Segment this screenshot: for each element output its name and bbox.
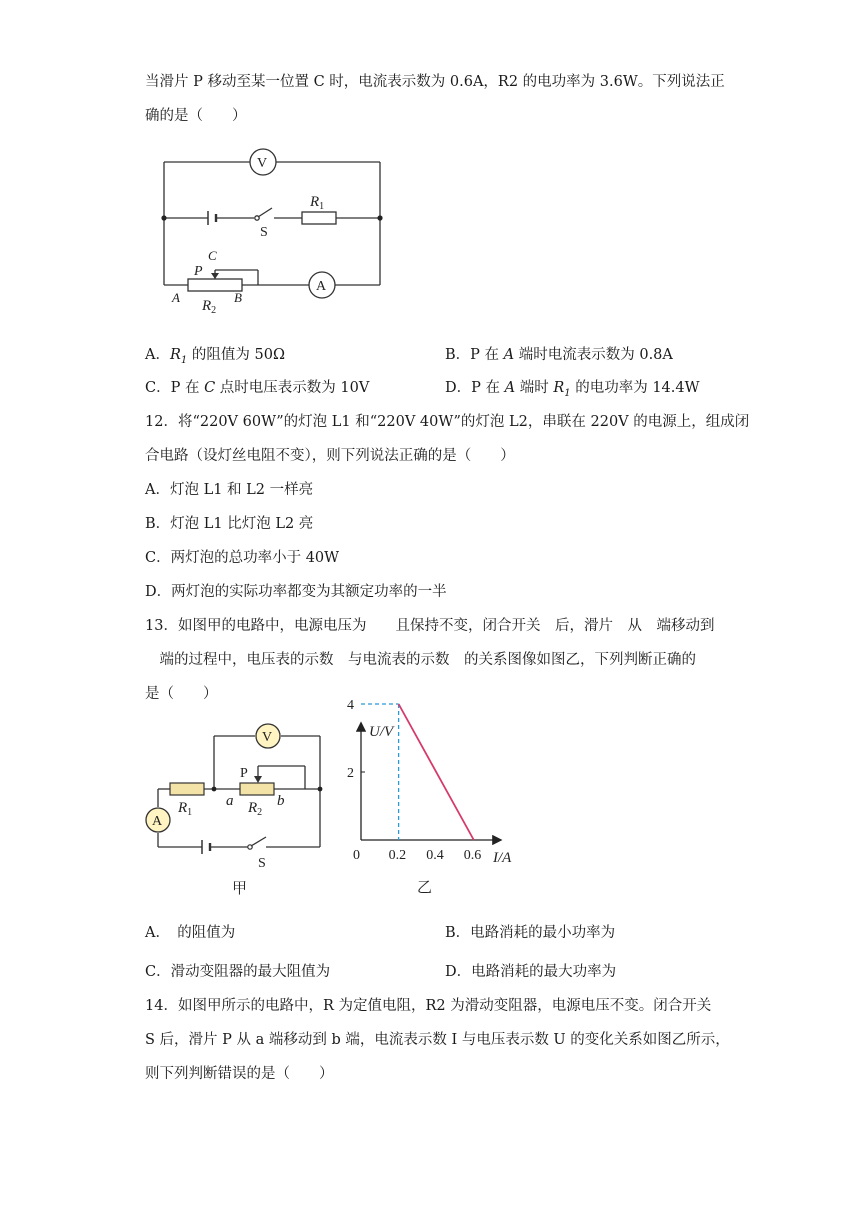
- y-tick-label: 4: [347, 698, 354, 713]
- q12-option-d[interactable]: D．两灯泡的实际功率都变为其额定功率的一半: [145, 584, 447, 600]
- svg-text:P: P: [240, 766, 248, 781]
- y-tick-label: 2: [347, 766, 354, 781]
- q11-option-d[interactable]: D．P 在 A 端时 $R_1$ 的电功率为 14.4W: [445, 380, 700, 399]
- q12-option-b[interactable]: B．灯泡 L1 比灯泡 L2 亮: [145, 516, 314, 532]
- svg-text:V: V: [262, 730, 273, 745]
- x-tick-label: 0.6: [463, 848, 482, 863]
- x-axis-label: I/A: [493, 850, 512, 866]
- q13-stem-line2: 端的过程中，电压表的示数 与电流表的示数 的关系图像如图乙，下列判断正确的: [145, 652, 696, 668]
- svg-text:A: A: [316, 279, 327, 294]
- svg-text:B: B: [234, 290, 242, 305]
- q13-r2-label: $R_2$: [248, 800, 263, 818]
- q12-option-c[interactable]: C．两灯泡的总功率小于 40W: [145, 550, 340, 566]
- fig-jia-caption: 甲: [232, 881, 248, 897]
- y-axis-label: U/V: [369, 724, 394, 740]
- x-tick-label: 0.4: [426, 848, 444, 863]
- q11-stem-line1: 当滑片 P 移动至某一位置 C 时，电流表示数为 0.6A，R2 的电功率为 3.6W。下列说法正: [145, 74, 725, 90]
- q13-r2-rheostat: [240, 783, 274, 795]
- q13-battery-symbol: [202, 840, 210, 854]
- switch-symbol: [255, 208, 272, 220]
- svg-text:V: V: [257, 156, 268, 171]
- svg-text:C: C: [208, 248, 217, 263]
- battery-symbol: [208, 211, 216, 225]
- r1-resistor: [302, 212, 336, 224]
- q13-r1-resistor: [170, 783, 204, 795]
- q14-stem-line2: S 后，滑片 P 从 a 端移动到 b 端，电流表示数 I 与电压表示数 U 的变化关系如图乙所示，: [145, 1032, 730, 1048]
- x-tick-label: 0.2: [388, 848, 407, 863]
- q11-option-b[interactable]: B．P 在 A 端时电流表示数为 0.8A: [445, 347, 673, 363]
- q13-option-c[interactable]: C．滑动变阻器的最大阻值为: [145, 964, 331, 980]
- q13-option-b[interactable]: B．电路消耗的最小功率为: [445, 925, 616, 941]
- svg-text:S: S: [258, 856, 266, 871]
- r1-label: $R_1$: [310, 194, 325, 212]
- q13-option-a[interactable]: A． 的阻值为: [145, 925, 236, 941]
- q12-option-a[interactable]: A．灯泡 L1 和 L2 一样亮: [145, 482, 314, 498]
- svg-text:A: A: [152, 814, 163, 829]
- q12-stem-line2: 合电路（设灯丝电阻不变），则下列说法正确的是（ ）: [145, 448, 515, 464]
- svg-text:b: b: [277, 793, 285, 809]
- origin-label: 0: [353, 848, 360, 863]
- q14-stem-line1: 14．如图甲所示的电路中，R 为定值电阻，R2 为滑动变阻器，电源电压不变。闭合开关: [145, 998, 712, 1014]
- q13-stem-line1: 13．如图甲的电路中，电源电压为 且保持不变，闭合开关 后，滑片 从 端移动到: [145, 618, 715, 634]
- r2-label: $R_2$: [202, 298, 217, 316]
- q13-circuit-figure: [140, 715, 340, 895]
- q13-stem-line3: 是（ ）: [145, 686, 218, 702]
- svg-text:a: a: [226, 793, 234, 809]
- q11-stem-line2: 确的是（ ）: [145, 108, 247, 124]
- q11-option-a[interactable]: A．$R_1$ 的阻值为 50Ω: [145, 347, 285, 366]
- switch-label: S: [260, 225, 268, 240]
- q13-r1-label: $R_1$: [178, 800, 193, 818]
- series-line: [399, 704, 474, 840]
- q11-option-c[interactable]: C．P 在 C 点时电压表示数为 10V: [145, 380, 370, 396]
- q11-circuit-figure: [150, 140, 400, 320]
- fig-yi-caption: 乙: [417, 880, 433, 896]
- svg-text:P: P: [194, 264, 203, 279]
- q14-stem-line3: 则下列判断错误的是（ ）: [145, 1066, 334, 1082]
- svg-text:A: A: [172, 290, 180, 305]
- q12-stem-line1: 12．将“220V 60W”的灯泡 L1 和“220V 40W”的灯泡 L2，串联在 220V 的电源上，组成闭: [145, 414, 750, 430]
- q13-option-d[interactable]: D．电路消耗的最大功率为: [445, 964, 617, 980]
- q13-graph-figure: [345, 698, 545, 897]
